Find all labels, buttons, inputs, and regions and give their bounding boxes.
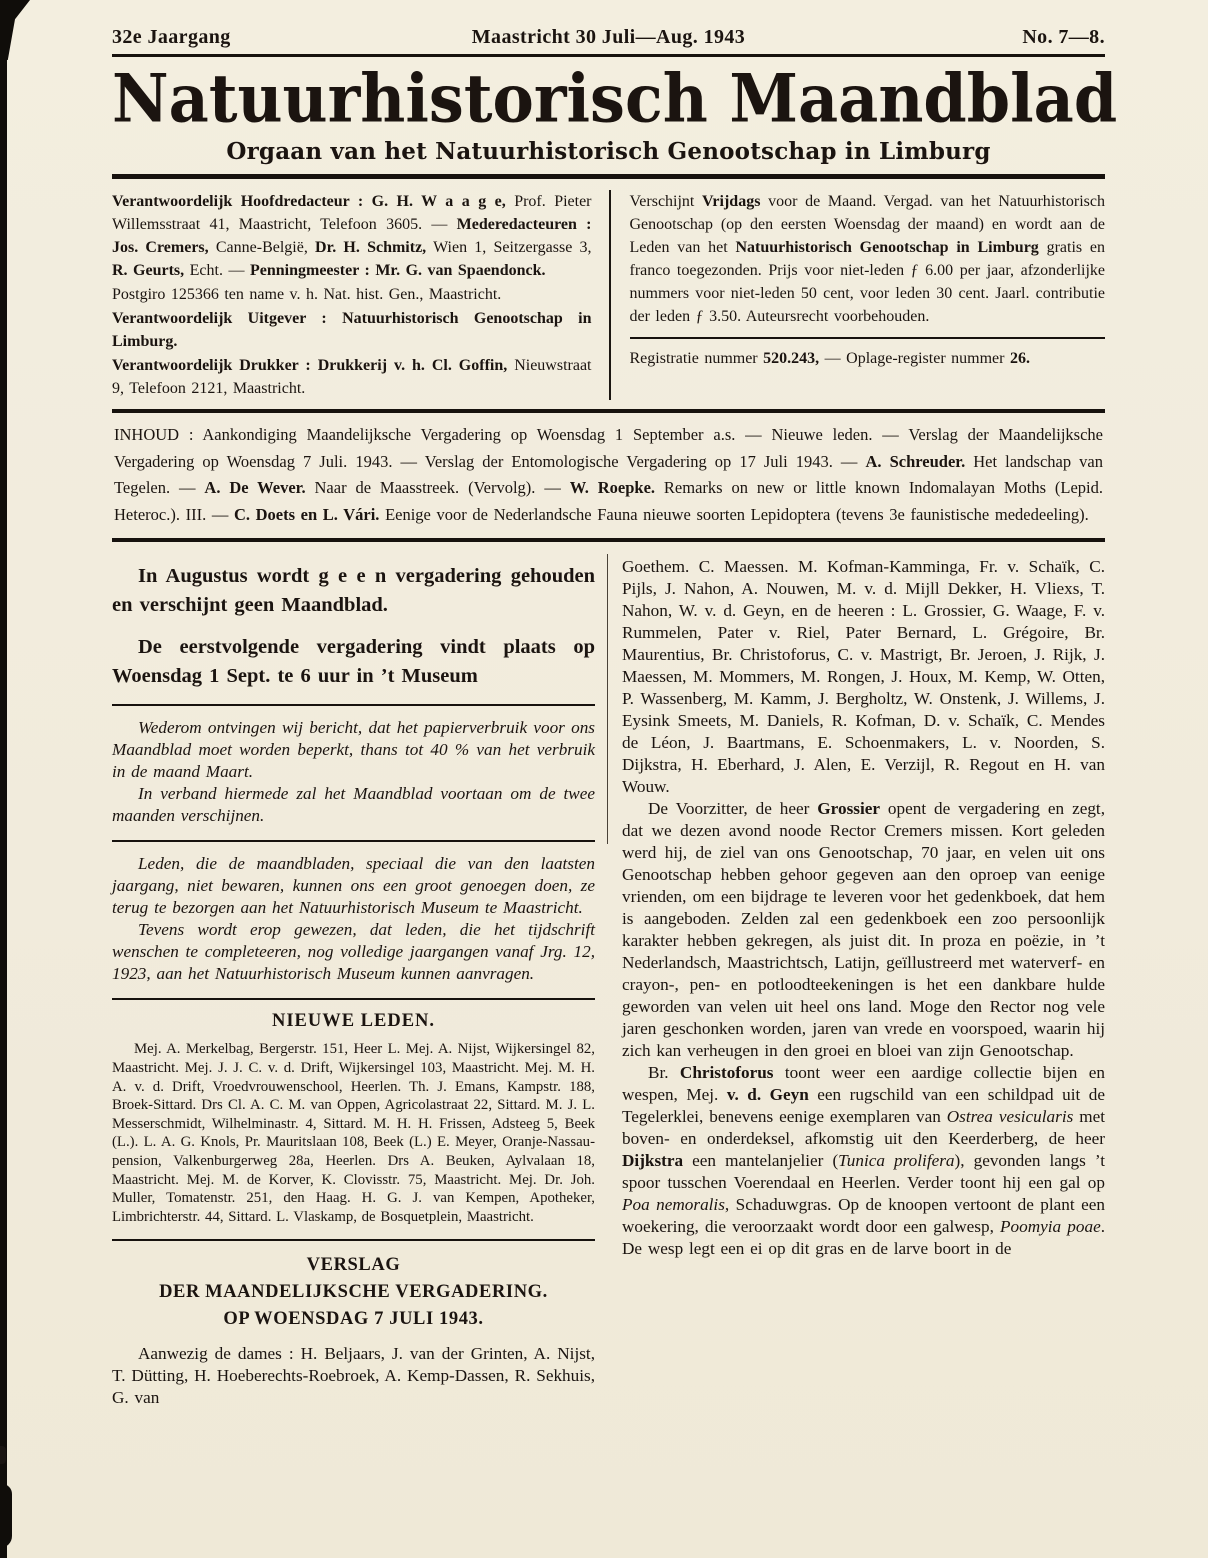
- notice-bimonthly: In verband hiermede zal het Maandblad voortaan om de twee maanden verschijnen.: [112, 784, 595, 826]
- nieuwe-leden-paragraph: Mej. A. Merkelbag, Bergerstr. 151, Heer L. Mej. A. Nijst, Wijkersingel 82, Maastricht. Mej. J. J. C. v. d. Drift, Wijkersingel 103, Maastricht. Mej. M. H. A. v. d. Drift, Vroedvrouwenschool, Heerlen. Th. J. Emans, Kampstr. 188, Broek-Sittard. Drs Cl. A. C. M. van Oppen, Agricolastraat 22, Sittard. M. J. L. Messerschmidt, Wilhelminastr. 4, Sittard. M. H. H. Frissen, Adsteeg 5, Beek (L.). L. A. G. Knols, Pr. Mauritslaan 108, Beek (L.) E. Meyer, Oranje-Nassau-pension, Valkenburgerweg 28a, Heerlen. Drs A. Beuken, Aylvalaan 18, Maastricht. Mej. M. de Korver, K. Clovisstr. 75, Maastricht. Mej. Dr. Joh. Muller, Tomatenstr. 251, den Haag. H. G. J. van Kempen, Apotheker, Limbrichterstr. 44, Sittard. L. Vlaskamp, de Bosquetplein, Maastricht.: [112, 1041, 595, 1225]
- notice-paper-restriction: Wederom ontvingen wij bericht, dat het papierverbruik voor ons Maandblad moet worden beperkt, thans tot 40 % van het verbruik in de maand Maart.: [112, 718, 595, 782]
- journal-subtitle: Orgaan van het Natuurhistorisch Genootschap in Limburg: [226, 138, 991, 166]
- section-rule-3: [112, 998, 595, 1000]
- issue-date: Maastricht 30 Juli—Aug. 1943: [471, 26, 746, 48]
- chairman-paragraph: De Voorzitter, de heer Grossier opent de vergadering en zegt, dat we dezen avond noode Rector Cremers missen. Kort geleden werd hij, de ziel van ons Genootschap, 70 jaar, en velen uit ons Genootschap hebben gehoor gegeven aan den oproep van eenige vrienden, om een bijdrage te leveren voor het gedenkboek, dat hem is aangeboden. Zelden zal een gedenkboek een zoo persoonlijk karakter hebben gekregen, als juist dit. In proza en poëzie, in ’t Nederlandsch, Maastrichtsch, Latijn, geïllustreerd met waterverf- en crayon-, pen- en potloodteekeningen is het een dankbare hulde geworden van velen uit heel ons land. Moge den Rector nog vele jaren geschonken worden, jaren van vrede en voorspoed, waarin hij zich kan verheugen in den groei en bloei van zijn Genootschap.: [622, 799, 1105, 1061]
- attendees-paragraph-continued: Goethem. C. Maessen. M. Kofman-Kamminga, Fr. v. Schaïk, C. Pijls, J. Nahon, A. Nouwen, M. v. d. Mijll Dekker, H. Vliexs, T. Nahon, W. v. d. Geyn, en de heeren : L. Grossier, G. Waage, F. v. Rummelen, Pater v. Riel, Pater Bernard, L. Grégoire, Br. Maurentius, Br. Christoforus, C. v. Mastrigt, Br. Jeroen, J. Rijk, J. Maessen, M. Mommers, M. Rongen, J. Houx, M. Kemp, W. Otten, P. Wassenberg, M. Kamm, J. Bergholtz, W. Onstenk, J. Willems, J. Eysink Smeets, M. Daniels, R. Kofman, D. v. Schaïk, C. Mendes de Léon, J. Baartmans, E. Schoenmakers, L. v. Noorden, S. Dijkstra, H. Eberhard, J. Alen, E. Verzijl, R. Regout en H. van Wouw.: [622, 557, 1105, 797]
- attendees-paragraph-start: Aanwezig de dames : H. Beljaars, J. van der Grinten, A. Nijst, T. Dütting, H. Hoeberechts-Roebroek, A. Kemp-Dassen, R. Sekhuis, G. van: [112, 1344, 595, 1408]
- scan-artifact-top-left-corner: [0, 0, 30, 60]
- exhibits-paragraph: Br. Christoforus toont weer een aardige collectie bijen en wespen, Mej. v. d. Geyn een rugschild van een schildpad uit de Tegelerklei, benevens eenige exemplaren van Ostrea vesicularis met boven- en onderdeksel, afkomstig uit den Keerderberg, de heer Dijkstra een mantelanjelier (Tunica prolifera), gevonden langs ’t spoor tusschen Voerendaal en Heerlen. Verder toont hij een gal op Poa nemoralis, Schaduwgras. Op de knoopen vertoont de plant een woekering, die veroorzaakt wordt door een galwesp, Poomyia poae. De wesp legt een ei op dit gras en de larve boort in de: [622, 1063, 1106, 1259]
- verslag-heading-line-3: OP WOENSDAG 7 JULI 1943.: [223, 1309, 484, 1330]
- header-rule: [112, 54, 1105, 57]
- column-divider-line: [607, 554, 608, 844]
- masthead-printer-paragraph: Verantwoordelijk Drukker : Drukkerij v. h. Cl. Goffin, Nieuwstraat 9, Telefoon 2121, Maastricht.: [112, 357, 592, 398]
- scan-artifact-bottom-left-blob: [0, 1484, 12, 1548]
- issue-number: No. 7—8.: [1022, 26, 1105, 48]
- masthead-left-column: [112, 190, 609, 400]
- registration-line: Registratie nummer 520.243, — Oplage-register nummer 26.: [629, 350, 1030, 368]
- page-content: [112, 26, 1118, 1409]
- masthead-section: [112, 179, 1105, 409]
- masthead-subscription-paragraph: Verschijnt Vrijdags voor de Maand. Vergad. van het Natuurhistorisch Genootschap (op den eersten Woensdag der maand) en wordt aan de Leden van het Natuurhistorisch Genootschap in Limburg gratis en franco toegezonden. Prijs voor niet-leden ƒ 6.00 per jaar, afzonderlijke nummers voor niet-leden 50 cent, voor leden 30 cent. Jaarl. contributie der leden ƒ 3.50. Auteursrecht voorbehouden.: [629, 193, 1106, 326]
- announcement-no-meeting: In Augustus wordt g e e n vergadering gehouden en verschijnt geen Maandblad.: [112, 565, 595, 617]
- verslag-heading: [112, 1252, 595, 1333]
- verslag-heading-line-1: VERSLAG: [306, 1255, 401, 1276]
- masthead-editorial-paragraph: Verantwoordelijk Hoofdredacteur : G. H. W a a g e, Prof. Pieter Willemsstraat 41, Maastricht, Telefoon 3605. — Mederedacteuren : Jos. Cremers, Canne-België, Dr. H. Schmitz, Wien 1, Seitzergasse 3, R. Geurts, Echt. — Penningmeester : Mr. G. van Spaendonck.: [112, 193, 592, 280]
- masthead-right-column: [609, 190, 1106, 400]
- header-meta-row: [112, 26, 1105, 49]
- section-rule-2: [112, 840, 595, 842]
- announcement-next-meeting: De eerstvolgende vergadering vindt plaats op Woensdag 1 Sept. te 6 uur in ’t Museum: [112, 636, 595, 688]
- masthead-publisher-paragraph: Verantwoordelijk Uitgever : Natuurhistorisch Genootschap in Limburg.: [112, 310, 592, 351]
- inhoud-paragraph: INHOUD : Aankondiging Maandelijksche Vergadering op Woensdag 1 September a.s. — Nieuwe leden. — Verslag der Maandelijksche Vergadering op Woensdag 7 Juli. 1943. — Verslag der Entomologische Vergadering op 17 Juli 1943. — A. Schreuder. Het landschap van Tegelen. — A. De Wever. Naar de Maasstreek. (Vervolg). — W. Roepke. Remarks on new or little known Indomalayan Moths (Lepid. Heteroc.). III. — C. Doets en L. Vári. Eenige voor de Nederlandsche Fauna nieuwe soorten Lepidoptera (tevens 3e faunistische mededeeling).: [114, 425, 1104, 524]
- scan-artifact-left-bar: [0, 0, 7, 1558]
- registration-rule: [630, 337, 1106, 339]
- section-rule-4: [112, 1239, 595, 1241]
- section-rule-1: [112, 704, 595, 706]
- verslag-heading-line-2: DER MAANDELIJKSCHE VERGADERING.: [159, 1282, 548, 1303]
- volume-label: 32e Jaargang: [112, 26, 231, 48]
- notice-complete-volumes: Tevens wordt erop gewezen, dat leden, die het tijdschrift wenschen te completeeren, nog volledige jaargangen vanaf Jrg. 12, 1923, aan het Natuurhistorisch Museum kunnen aanvragen.: [112, 920, 595, 984]
- notice-return-issues: Leden, die de maandbladen, speciaal die van den laatsten jaargang, niet bewaren, kunnen ons een groot genoegen doen, ze terug te bezorgen aan het Natuurhistorisch Museum te Maastricht.: [112, 854, 595, 918]
- nieuwe-leden-heading: NIEUWE LEDEN.: [271, 1011, 436, 1032]
- body-column-right: [622, 556, 1105, 1409]
- journal-title: Natuurhistorisch Maandblad: [112, 59, 1118, 138]
- masthead-postgiro-line: Postgiro 125366 ten name v. h. Nat. hist. Gen., Maastricht.: [112, 286, 502, 304]
- scan-artifact-left-speck: [0, 1446, 6, 1464]
- body-section: [112, 542, 1105, 1409]
- body-column-left: [112, 556, 595, 1409]
